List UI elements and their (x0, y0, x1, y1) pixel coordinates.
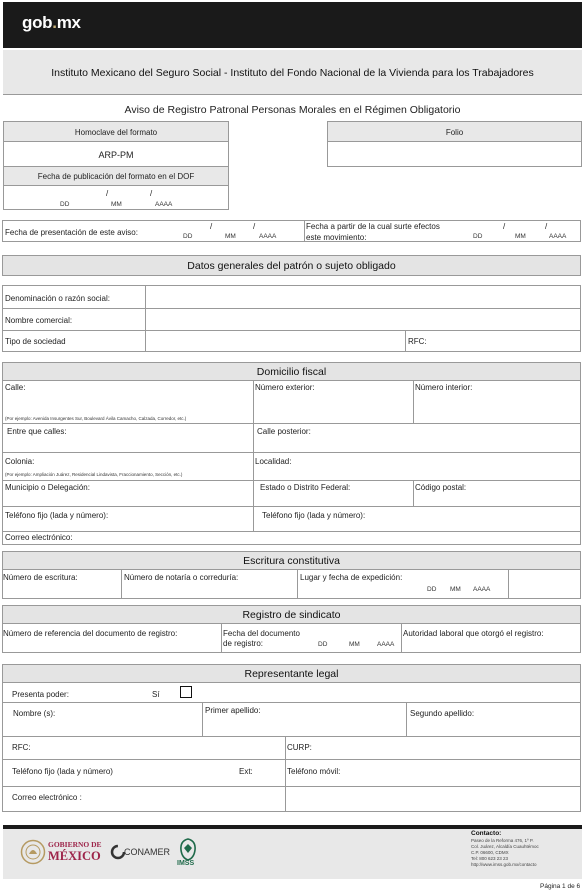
date-mm-label: MM (450, 586, 461, 593)
numero-interior-label: Número interior: (415, 383, 473, 392)
domicilio-fiscal-header: Domicilio fiscal (2, 362, 581, 381)
contact-line: Paseo de la Reforma 476, 1º P. (471, 838, 534, 843)
numero-interior-field[interactable] (413, 381, 580, 422)
fecha-documento-label-1: Fecha del documento (223, 629, 300, 638)
sindicato-header: Registro de sindicato (2, 605, 581, 624)
date-mm-label: MM (349, 641, 360, 648)
telefono-fijo-2-label: Teléfono fijo (lada y número): (262, 511, 366, 520)
mexico-text: MÉXICO (48, 849, 101, 863)
primer-apellido-label: Primer apellido: (205, 706, 261, 715)
contact-title: Contacto: (471, 830, 502, 837)
lugar-fecha-field[interactable] (297, 570, 507, 598)
date-sep: / (106, 189, 109, 198)
logo-gob: gob (22, 13, 53, 32)
date-aaaa-label: AAAA (473, 586, 491, 593)
date-dd-label: DD (473, 233, 483, 240)
denominacion-label: Denominación o razón social: (5, 294, 110, 303)
imss-text: IMSS (177, 860, 195, 867)
nombre-comercial-field[interactable] (145, 308, 580, 329)
gob-mx-top-bar (3, 2, 582, 48)
correo-representante-field[interactable] (3, 786, 580, 811)
calle-field[interactable] (3, 381, 252, 422)
gobierno-de-text: GOBIERNO DE (48, 840, 102, 849)
logo-dot: . (52, 13, 57, 32)
calle-posterior-label: Calle posterior: (257, 427, 311, 436)
date-dd-label: DD (427, 586, 437, 593)
gob-mx-logo[interactable] (22, 13, 81, 33)
numero-exterior-label: Número exterior: (255, 383, 315, 392)
document-title: Aviso de Registro Patronal Personas Morales en el Régimen Obligatorio (124, 104, 461, 116)
presenta-poder-label: Presenta poder: (12, 690, 69, 699)
numero-escritura-label: Número de escritura: (3, 573, 78, 582)
colonia-field[interactable] (3, 452, 252, 479)
referencia-label: Número de referencia del documento de registro: (3, 629, 178, 638)
denominacion-field[interactable] (145, 286, 580, 307)
rfc-representante-field[interactable] (3, 736, 285, 758)
telefono-representante-label: Teléfono fijo (lada y número) (12, 767, 113, 776)
date-dd-label: DD (318, 641, 328, 648)
date-dd-label: DD (60, 201, 70, 208)
date-sep: / (253, 222, 256, 231)
fecha-documento-field[interactable] (221, 624, 400, 652)
estado-field[interactable] (253, 480, 412, 505)
segundo-apellido-field[interactable] (407, 702, 580, 735)
imss-eagle-icon (177, 838, 199, 862)
municipio-field[interactable] (3, 480, 252, 505)
municipio-label: Municipio o Delegación: (5, 483, 90, 492)
date-mm-label: MM (111, 201, 122, 208)
homoclave-header (3, 121, 229, 142)
localidad-field[interactable] (253, 452, 580, 479)
telefono-fijo-label: Teléfono fijo (lada y número): (5, 511, 109, 520)
date-aaaa-label: AAAA (377, 641, 395, 648)
homoclave-value: ARP-PM (98, 150, 134, 160)
rfc-representante-label: RFC: (12, 743, 31, 752)
presentation-dates-row (2, 220, 581, 242)
contact-line: C.P. 06600, CDMX (471, 850, 509, 855)
nombre-field[interactable] (3, 702, 202, 735)
date-sep: / (150, 189, 153, 198)
date-mm-label: MM (225, 233, 236, 240)
telefono-movil-label: Teléfono móvil: (287, 767, 341, 776)
date-sep: / (210, 222, 213, 231)
codigo-postal-label: Código postal: (415, 483, 467, 492)
fecha-presentacion-label: Fecha de presentación de este aviso: (5, 228, 138, 237)
date-sep: / (545, 222, 548, 231)
contact-link[interactable]: http://www.imss.gob.mx/contacto (471, 862, 537, 867)
rfc-label: RFC: (408, 337, 427, 346)
referencia-field[interactable] (3, 624, 220, 652)
autoridad-label: Autoridad laboral que otorgó el registro: (403, 629, 544, 638)
fecha-documento-label-2: de registro: (223, 639, 264, 648)
fecha-efectos-label-2: este movimiento: (306, 233, 367, 242)
date-sep: / (503, 222, 506, 231)
escritura-header: Escritura constitutiva (2, 551, 581, 570)
correo-representante-label: Correo electrónico : (12, 793, 82, 802)
si-label: Sí (152, 690, 160, 699)
tipo-sociedad-label: Tipo de sociedad (5, 337, 66, 346)
folio-field[interactable] (327, 141, 582, 167)
nombre-label: Nombre (s): (13, 709, 56, 718)
autoridad-field[interactable] (401, 624, 580, 652)
dof-header (3, 166, 229, 186)
telefono-fijo-field[interactable] (3, 506, 252, 530)
estado-label: Estado o Distrito Federal: (260, 483, 351, 492)
date-aaaa-label: AAAA (549, 233, 567, 240)
telefono-representante-field[interactable] (3, 759, 285, 785)
calle-posterior-field[interactable] (253, 423, 580, 451)
segundo-apellido-label: Segundo apellido: (410, 709, 475, 718)
telefono-fijo-2-field[interactable] (253, 506, 580, 530)
telefono-movil-field[interactable] (286, 759, 580, 785)
fecha-efectos-label-1: Fecha a partir de la cual surte efectos (306, 222, 440, 231)
notaria-label: Número de notaría o correduría: (124, 573, 239, 582)
homoclave-label: Homoclave del formato (74, 128, 158, 137)
conamer-text: CONAMER (124, 847, 171, 857)
localidad-label: Localidad: (255, 457, 292, 466)
institution-name: Instituto Mexicano del Seguro Social - Instituto del Fondo Nacional de la Vivienda para los Trabajadores (51, 67, 534, 79)
folio-header (327, 121, 582, 142)
numero-escritura-field[interactable] (3, 570, 120, 598)
tipo-sociedad-field[interactable] (145, 330, 403, 351)
curp-label: CURP: (287, 743, 312, 752)
homoclave-value-cell (3, 141, 229, 167)
date-aaaa-label: AAAA (259, 233, 277, 240)
mexico-eagle-emblem-icon (20, 839, 46, 865)
date-dd-label: DD (183, 233, 193, 240)
dof-label: Fecha de publicación del formato en el DOF (37, 172, 195, 181)
ext-label: Ext: (239, 767, 253, 776)
entre-calles-field[interactable] (3, 423, 252, 451)
page-number: Página 1 de 6 (540, 883, 581, 890)
contact-line: Col. Juárez, Alcaldía Cuauhtémoc (471, 844, 539, 849)
presenta-poder-checkbox[interactable] (180, 686, 192, 698)
calle-label: Calle: (5, 383, 26, 392)
nombre-comercial-label: Nombre comercial: (5, 316, 73, 325)
entre-calles-label: Entre que calles: (7, 427, 67, 436)
logo-mx: mx (56, 13, 81, 32)
contact-line: Tel: 800 623 23 23 (471, 856, 509, 861)
calle-hint: (Por ejemplo: Avenida Insurgentes Sur, Boulevard Ávila Camacho, Calzada, Corredor, etc.) (5, 416, 187, 421)
lugar-fecha-label: Lugar y fecha de expedición: (300, 573, 403, 582)
correo-label: Correo electrónico: (5, 533, 73, 542)
dof-date-field[interactable] (3, 185, 229, 210)
folio-label: Folio (445, 128, 464, 137)
colonia-label: Colonia: (5, 457, 35, 466)
correo-field[interactable] (3, 531, 580, 544)
date-aaaa-label: AAAA (155, 201, 173, 208)
numero-exterior-field[interactable] (253, 381, 412, 422)
curp-field[interactable] (286, 736, 580, 758)
datos-generales-header: Datos generales del patrón o sujeto obligado (2, 255, 581, 276)
rfc-field[interactable] (428, 330, 580, 351)
colonia-hint: (Por ejemplo: Ampliación Juárez, Residencial Lindavista, Fraccionamiento, Sección, etc.) (5, 472, 183, 477)
primer-apellido-field[interactable] (203, 702, 407, 735)
date-mm-label: MM (515, 233, 526, 240)
representante-header: Representante legal (2, 664, 581, 683)
codigo-postal-field[interactable] (413, 480, 580, 505)
notaria-field[interactable] (121, 570, 296, 598)
